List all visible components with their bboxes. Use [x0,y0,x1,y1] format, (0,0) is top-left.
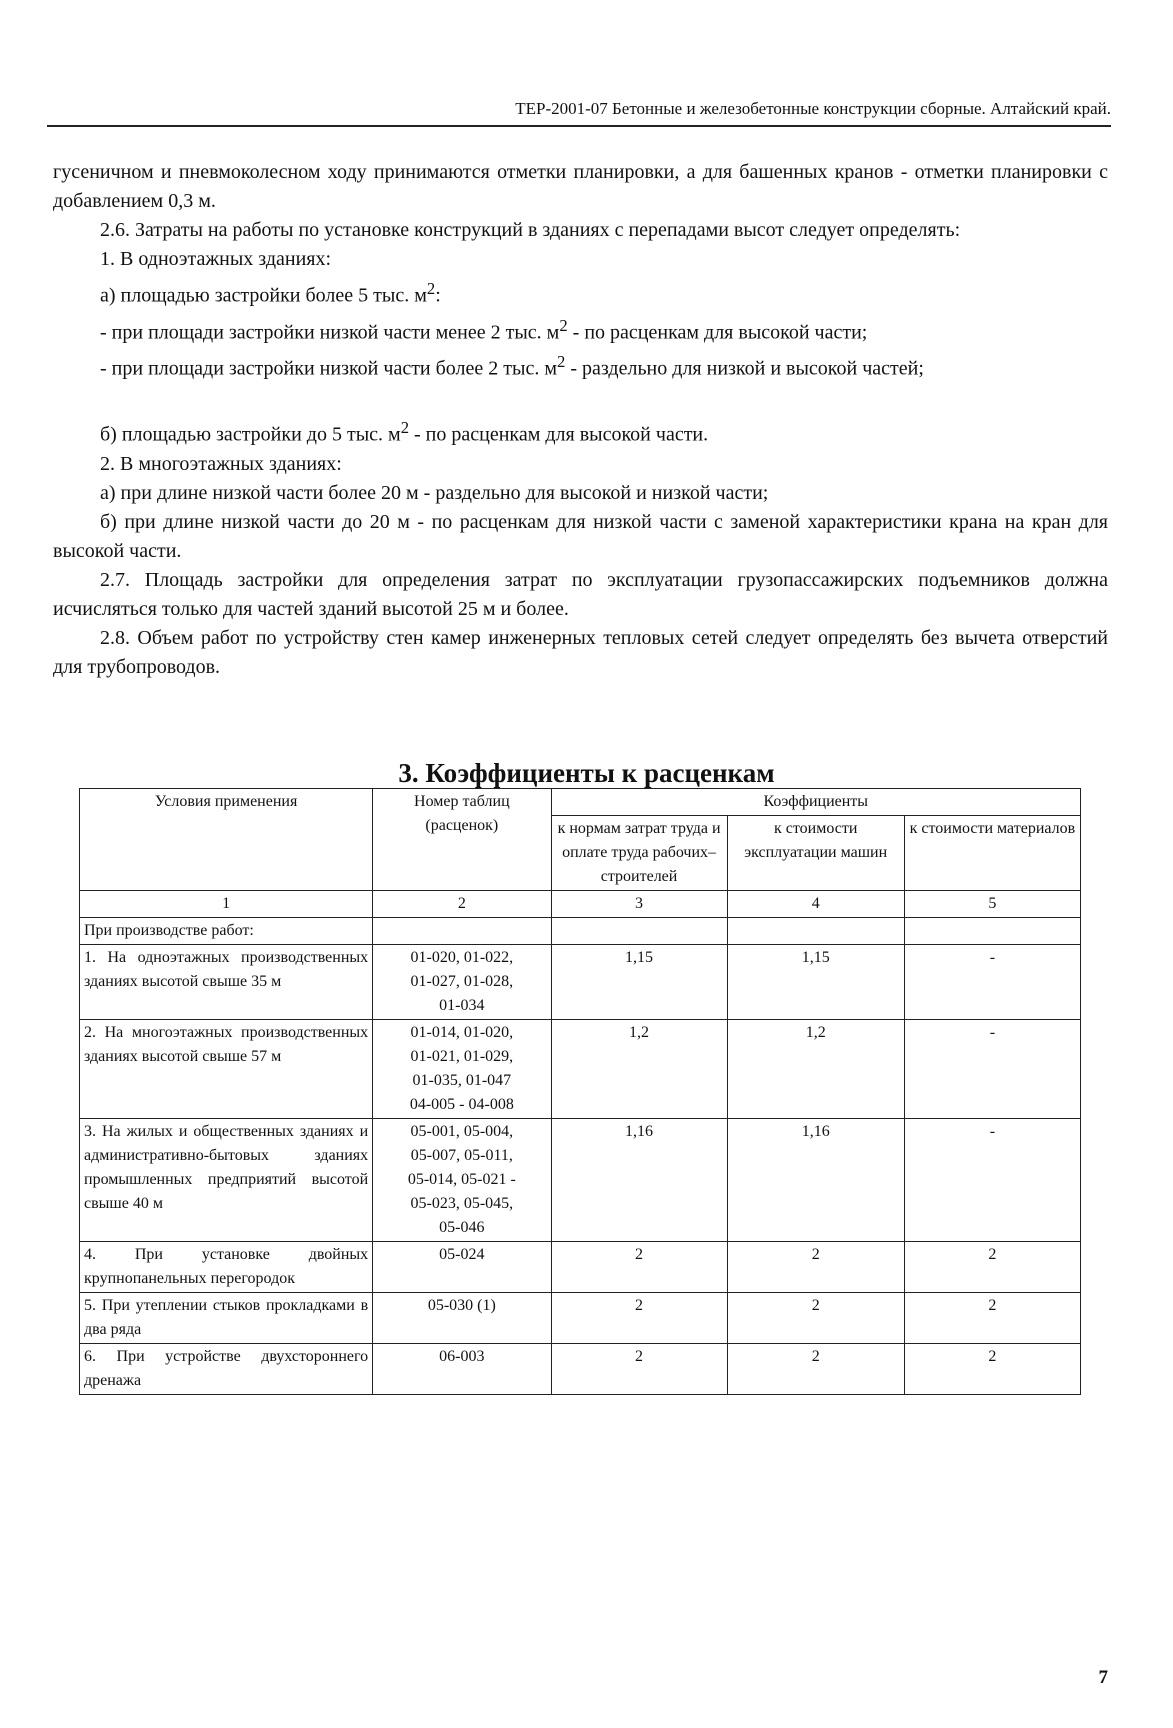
machines-coef-cell: 1,16 [727,1119,904,1242]
machines-coef-cell: 2 [727,1242,904,1293]
table-no-cell: 05-001, 05-004, 05-007, 05-011, 05-014, 05-021 - 05-023, 05-045, 05-046 [373,1119,551,1242]
labor-coef-cell: 1,16 [551,1119,727,1242]
paragraph: б) при длине низкой части до 20 м - по расценкам для низкой части с заменой характеристики крана на кран для высокой части. [53,510,1108,562]
col-num: 5 [904,891,1080,918]
paragraph: а) площадью застройки более 5 тыс. $м^2$: [100,279,441,307]
header-materials: к стоимости материалов [904,816,1080,891]
header-machines: к стоимости эксплуатации машин [727,816,904,891]
paragraph: 2.7. Площадь застройки для определения затрат по эксплуатации грузопассажирских подъемников должна исчисляться только для частей зданий высотой 25 м и более. [53,568,1108,620]
materials-coef-cell: 2 [904,1293,1080,1344]
table-no-cell: 01-014, 01-020, 01-021, 01-029, 01-035, 01-047 04-005 - 04-008 [373,1020,551,1119]
running-header: ТЕР-2001-07 Бетонные и железобетонные конструкции сборные. Алтайский край. [515,99,1111,118]
table-header-row [80,789,1081,816]
col-num: 2 [373,891,551,918]
paragraph: 2.8. Объем работ по устройству стен камер инженерных тепловых сетей следует определять без вычета отверстий для трубопроводов. [53,626,1108,678]
condition-cell: 5. При утеплении стыков прокладками в два ряда [80,1293,373,1344]
header-rule [47,125,1111,127]
paragraph: гусеничном и пневмоколесном ходу принимаются отметки планировки, а для башенных кранов - отметки планировки с добавлением 0,3 м. [53,161,1108,212]
header-coefficients: Коэффициенты [551,789,1081,816]
paragraph: 2.6. Затраты на работы по установке конструкций в зданиях с перепадами высот следует определять: [100,219,961,241]
materials-coef-cell: - [904,1020,1080,1119]
table-no-cell: 01-020, 01-022, 01-027, 01-028, 01-034 [373,945,551,1020]
condition-cell: 3. На жилых и общественных зданиях и административно-бытовых зданиях промышленных предприятий высотой свыше 40 м [80,1119,373,1242]
materials-coef-cell: 2 [904,1344,1080,1395]
condition-cell: 4. При установке двойных крупнопанельных перегородок [80,1242,373,1293]
header-labor: к нормам затрат труда и оплате труда рабочих–строителей [551,816,727,891]
paragraph: 2. В многоэтажных зданиях: [100,452,342,475]
group-row [80,918,1081,945]
condition-cell: 2. На многоэтажных производственных зданиях высотой свыше 57 м [80,1020,373,1119]
labor-coef-cell: 1,2 [551,1020,727,1119]
table-no-cell: 05-030 (1) [373,1293,551,1344]
paragraph: б) площадью застройки до 5 тыс. $м^2$ - по расценкам для высокой части. [100,417,709,446]
labor-coef-cell: 1,15 [551,945,727,1020]
materials-coef-cell: 2 [904,1242,1080,1293]
labor-coef-cell: 2 [551,1293,727,1344]
table-row [80,1119,1081,1242]
coefficients-table [79,788,1081,1395]
col-num: 4 [727,891,904,918]
machines-coef-cell: 1,2 [727,1020,904,1119]
header-table-no: Номер таблиц (расценок) [373,789,551,891]
column-numbers-row [80,891,1081,918]
condition-cell: 1. На одноэтажных производственных зданиях высотой свыше 35 м [80,945,373,1020]
paragraph: - при площади застройки низкой части менее 2 тыс. $м^2$ - по расценкам для высокой части; [100,315,868,344]
section-title: 3. Коэффициенты к расценкам [398,758,775,788]
machines-coef-cell: 2 [727,1344,904,1395]
page-number: 7 [1098,1667,1108,1688]
col-num: 1 [80,891,373,918]
labor-coef-cell: 2 [551,1242,727,1293]
machines-coef-cell: 1,15 [727,945,904,1020]
paragraph: а) при длине низкой части более 20 м - раздельно для высокой и низкой части; [100,481,769,504]
table-row [80,945,1081,1020]
labor-coef-cell: 2 [551,1344,727,1395]
header-conditions: Условия применения [80,789,373,891]
condition-cell: 6. При устройстве двухстороннего дренажа [80,1344,373,1395]
table-no-cell: 06-003 [373,1344,551,1395]
table-row [80,1242,1081,1293]
table-row [80,1020,1081,1119]
table-row [80,1344,1081,1395]
table-no-cell: 05-024 [373,1242,551,1293]
table-row [80,1293,1081,1344]
paragraph: 1. В одноэтажных зданиях: [100,248,332,270]
machines-coef-cell: 2 [727,1293,904,1344]
group-label: При производстве работ: [80,918,373,945]
col-num: 3 [551,891,727,918]
paragraph: - при площади застройки низкой части более 2 тыс. $м^2$ - раздельно для низкой и высокой частей; [100,352,924,380]
materials-coef-cell: - [904,945,1080,1020]
materials-coef-cell: - [904,1119,1080,1242]
body-text [53,158,1108,682]
